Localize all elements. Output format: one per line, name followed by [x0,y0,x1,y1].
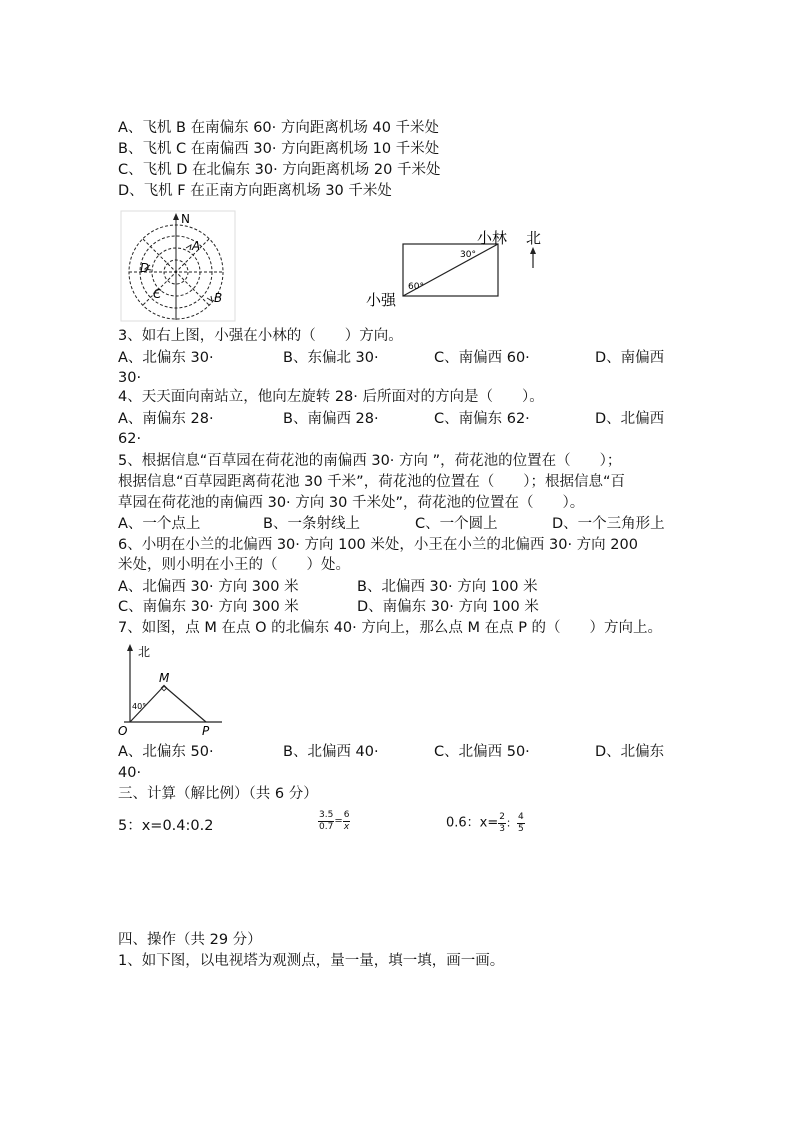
q5-option-d: D、一个三角形上 [552,516,665,532]
q2-option-d: D、飞机 F 在正南方向距离机场 30 千米处 [118,183,392,199]
q4-option-c: C、南偏东 62· [434,411,530,427]
q5-option-b: B、一条射线上 [263,516,360,532]
eq3-num-1: 2 [499,812,505,822]
radar-figure [120,210,236,322]
q4-stem: 4、天天面向南站立，他向左旋转 28· 后所面对的方向是（ ）。 [118,389,544,405]
eq2-den-left: 0.7 [319,822,334,832]
angle-30-label: 30° [460,250,476,260]
q4-option-d: D、北偏西 [595,411,665,427]
q7-stem: 7、如图，点 M 在点 O 的北偏东 40· 方向上，那么点 M 在点 P 的（ ）方向上。 [118,620,663,636]
label-north: 北 [526,229,542,247]
eq3-sep: ： [506,816,517,830]
q7-figure [118,642,238,738]
eq3-prefix: 0.6：x= [446,815,499,831]
equation-3 [446,812,525,835]
q3-stem: 3、如右上图，小强在小林的（ ）方向。 [118,328,403,344]
rectangle-figure [360,222,560,322]
q5-line-3: 草园在荷花池的南偏西 30· 方向 30 千米处”，荷花池的位置在（ ）。 [118,495,585,511]
q7-o-label: O [118,724,128,738]
q7-option-c: C、北偏西 50· [434,744,530,760]
eq3-den-2: 5 [518,824,524,834]
q4-option-a: A、南偏东 28· [118,411,214,427]
section-4-question-1: 1、如下图，以电视塔为观测点，量一量，填一填，画一画。 [118,953,505,969]
q7-option-d-wrap: 40· [118,765,142,781]
q7-m-label: M [159,671,170,685]
q7-option-d: D、北偏东 [595,744,665,760]
q7-angle-label: 40° [132,702,147,711]
q7-p-label: P [202,724,210,738]
q6-option-d: D、南偏东 30· 方向 100 米 [357,599,539,615]
section-4-title: 四、操作（共 29 分） [118,932,262,948]
radar-c-label: C [153,287,162,301]
q3-option-d-wrap: 30· [118,370,142,386]
q3-option-b: B、东偏北 30· [283,350,379,366]
q2-option-b: B、飞机 C 在南偏西 30· 方向距离机场 10 千米处 [118,141,440,157]
q3-option-a: A、北偏东 30· [118,350,214,366]
q3-option-c: C、南偏西 60· [434,350,530,366]
label-xiaoqiang: 小强 [366,291,397,309]
section-3-title: 三、计算（解比例）（共 6 分） [118,786,318,802]
q5-line-2: 根据信息“百草园距离荷花池 30 千米”，荷花池的位置在（ ）；根据信息“百 [118,474,625,490]
angle-60-label: 60° [408,282,424,292]
q2-option-c: C、飞机 D 在北偏东 30· 方向距离机场 20 千米处 [118,162,441,178]
radar-n-label: N [181,212,190,226]
eq2-den-right: x [343,822,350,832]
eq2-num-right: 6 [343,810,350,820]
q7-north-label: 北 [138,645,151,659]
q6-line-2: 米处，则小明在小王的（ ）处。 [118,557,350,573]
equation-1: 5：x=0.4:0.2 [118,818,214,834]
radar-a-label: A [192,239,201,253]
q5-option-a: A、一个点上 [118,516,201,532]
q4-option-b: B、南偏西 28· [283,411,379,427]
eq3-den-1: 3 [499,824,505,834]
q3-option-d: D、南偏西 [595,350,665,366]
q2-option-a: A、飞机 B 在南偏东 60· 方向距离机场 40 千米处 [118,120,440,136]
q6-option-a: A、北偏西 30· 方向 300 米 [118,579,299,595]
q6-line-1: 6、小明在小兰的北偏西 30· 方向 100 米处，小王在小兰的北偏西 30· 方向 200 [118,537,638,553]
radar-b-label: B [214,291,223,305]
north-arrow-icon [127,644,133,651]
label-xiaolin: 小林 [477,229,508,247]
q6-option-b: B、北偏西 30· 方向 100 米 [357,579,538,595]
q6-option-c: C、南偏东 30· 方向 300 米 [118,599,299,615]
radar-d-label: D [140,261,150,275]
equation-2 [318,810,350,833]
q7-option-b: B、北偏西 40· [283,744,379,760]
eq2-equals: = [334,815,343,827]
eq3-num-2: 4 [518,812,524,822]
q5-line-1: 5、根据信息“百草园在荷花池的南偏西 30· 方向 ”，荷花池的位置在（ ）； [118,453,622,469]
eq2-num-left: 3.5 [319,810,334,820]
q4-option-d-wrap: 62· [118,431,142,447]
q7-option-a: A、北偏东 50· [118,744,214,760]
q5-option-c: C、一个圆上 [415,516,498,532]
